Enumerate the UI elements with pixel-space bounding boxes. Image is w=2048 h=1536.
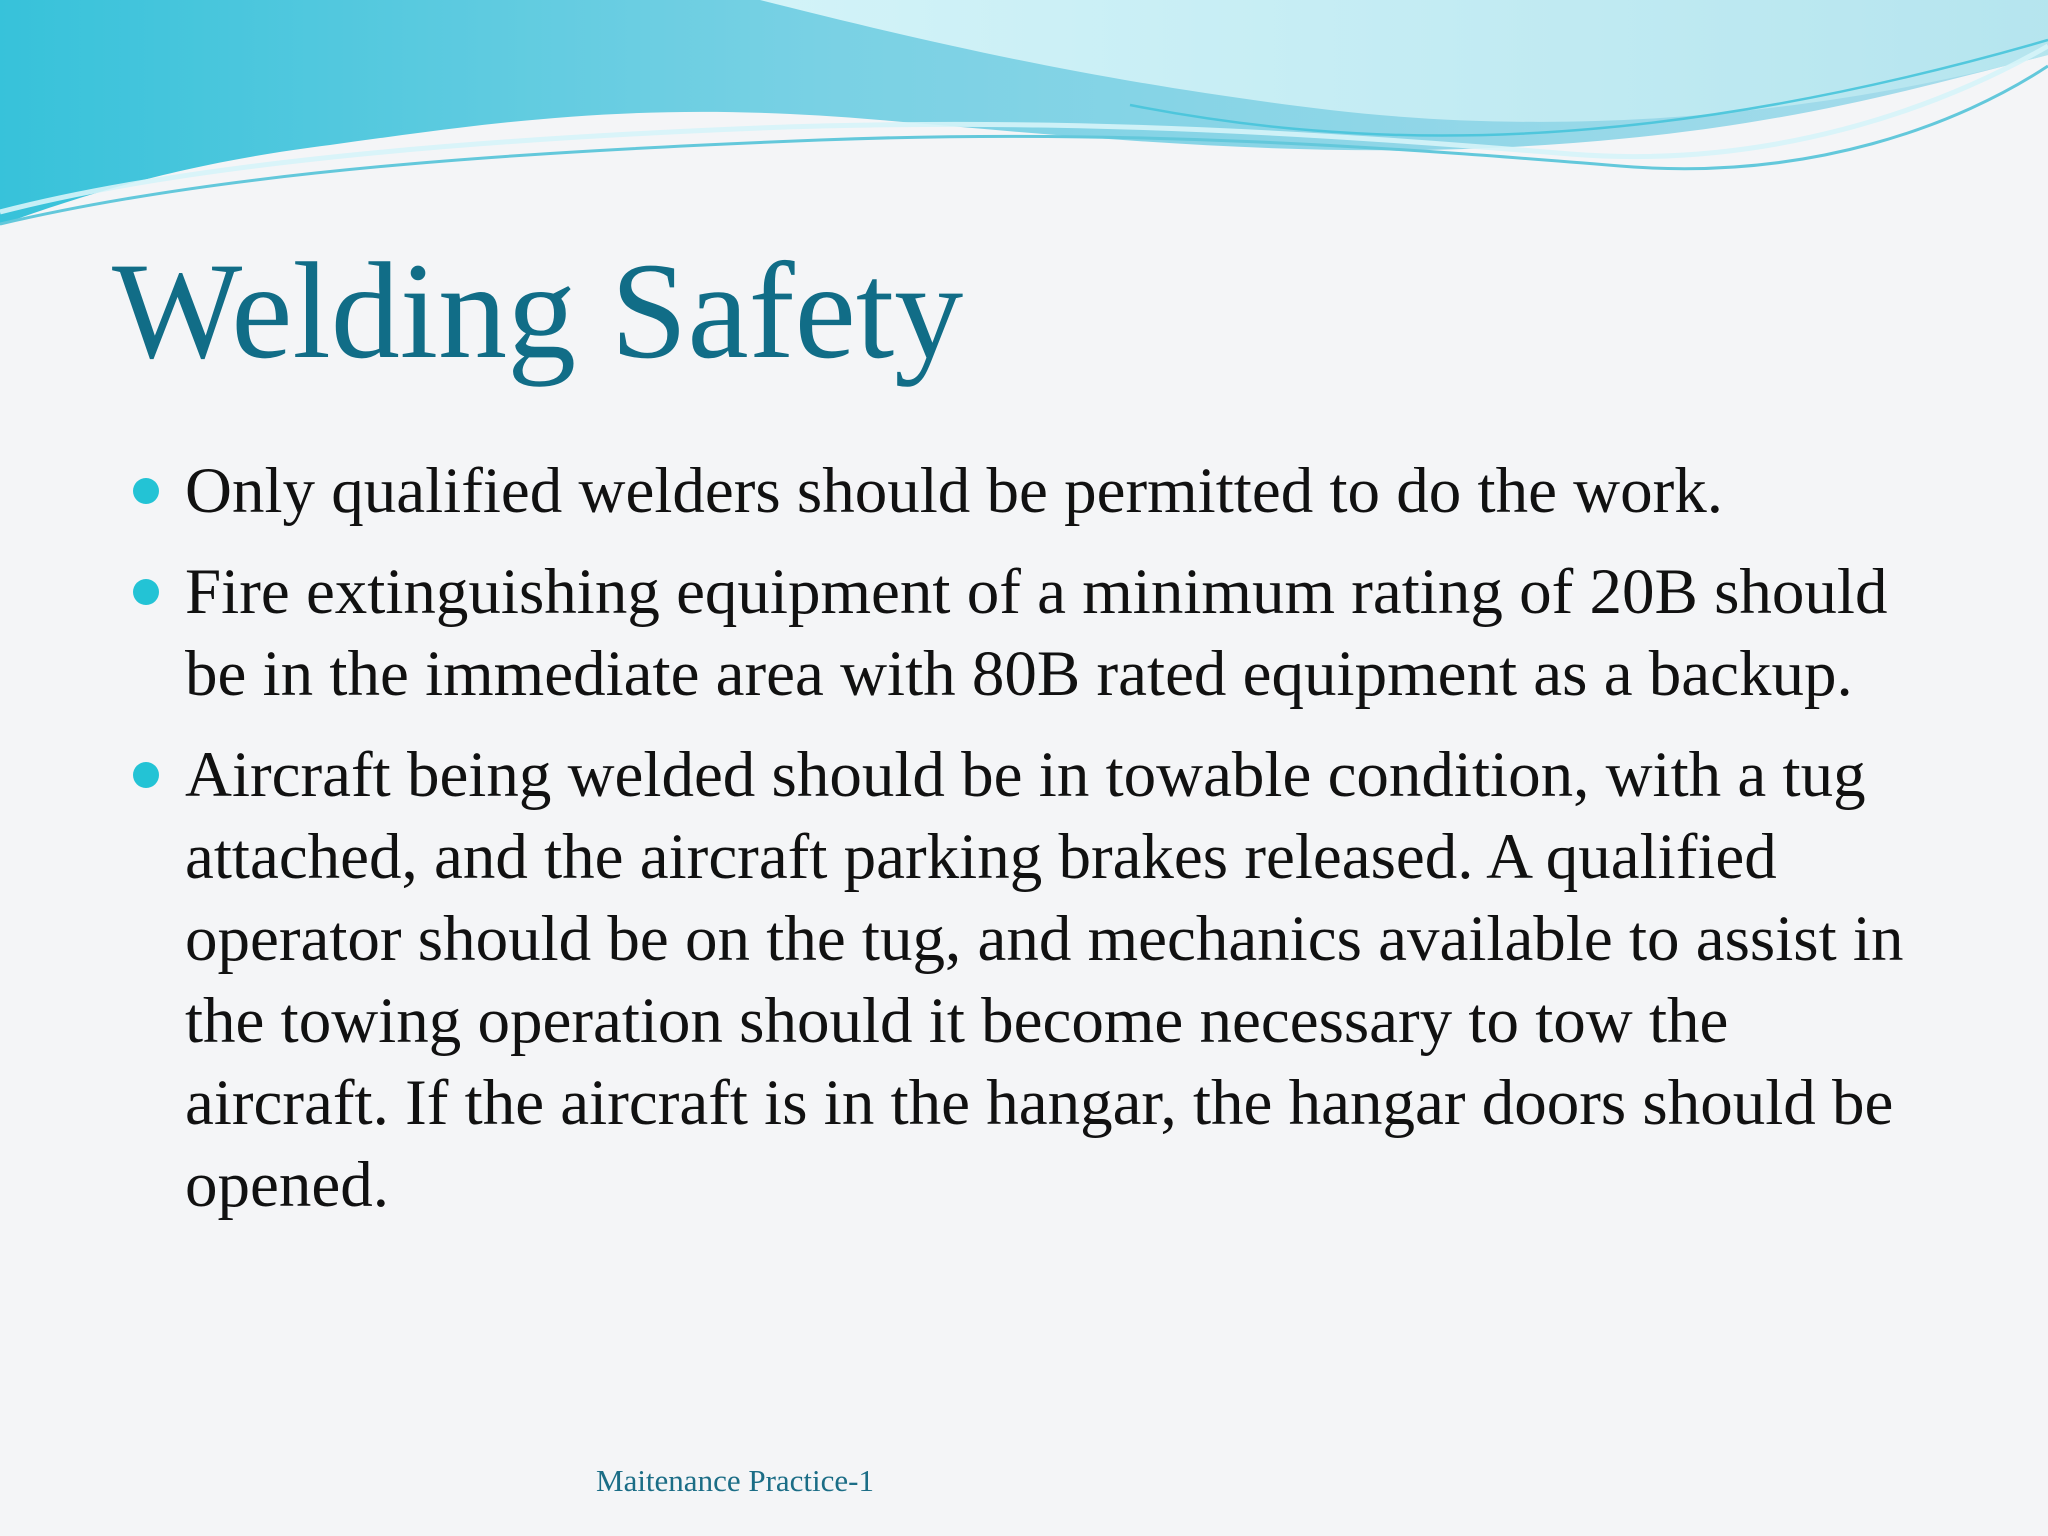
slide-title: Welding Safety [112, 234, 964, 387]
bullet-text: Aircraft being welded should be in towable condition, with a tug attached, and the aircraft parking brakes released. A qualified operator should be on the tug, and mechanics available to assist in the towing operation should it become necessary to tow the aircraft. If the aircraft is in the hangar, the hangar doors should be opened. [185, 739, 1904, 1221]
bullet-item [133, 551, 1933, 715]
bullet-item [133, 450, 1933, 532]
bullet-text: Only qualified welders should be permitted to do the work. [185, 455, 1724, 527]
bullet-dot-icon [133, 579, 159, 605]
bullet-dot-icon [133, 478, 159, 504]
bullet-text: Fire extinguishing equipment of a minimum rating of 20B should be in the immediate area with 80B rated equipment as a backup. [185, 556, 1888, 710]
decorative-wave-header [0, 0, 2048, 260]
bullet-item [133, 734, 1933, 1226]
bullet-dot-icon [133, 762, 159, 788]
slide-footer: Maitenance Practice-1 [596, 1463, 874, 1498]
bullet-list [133, 450, 1933, 1226]
